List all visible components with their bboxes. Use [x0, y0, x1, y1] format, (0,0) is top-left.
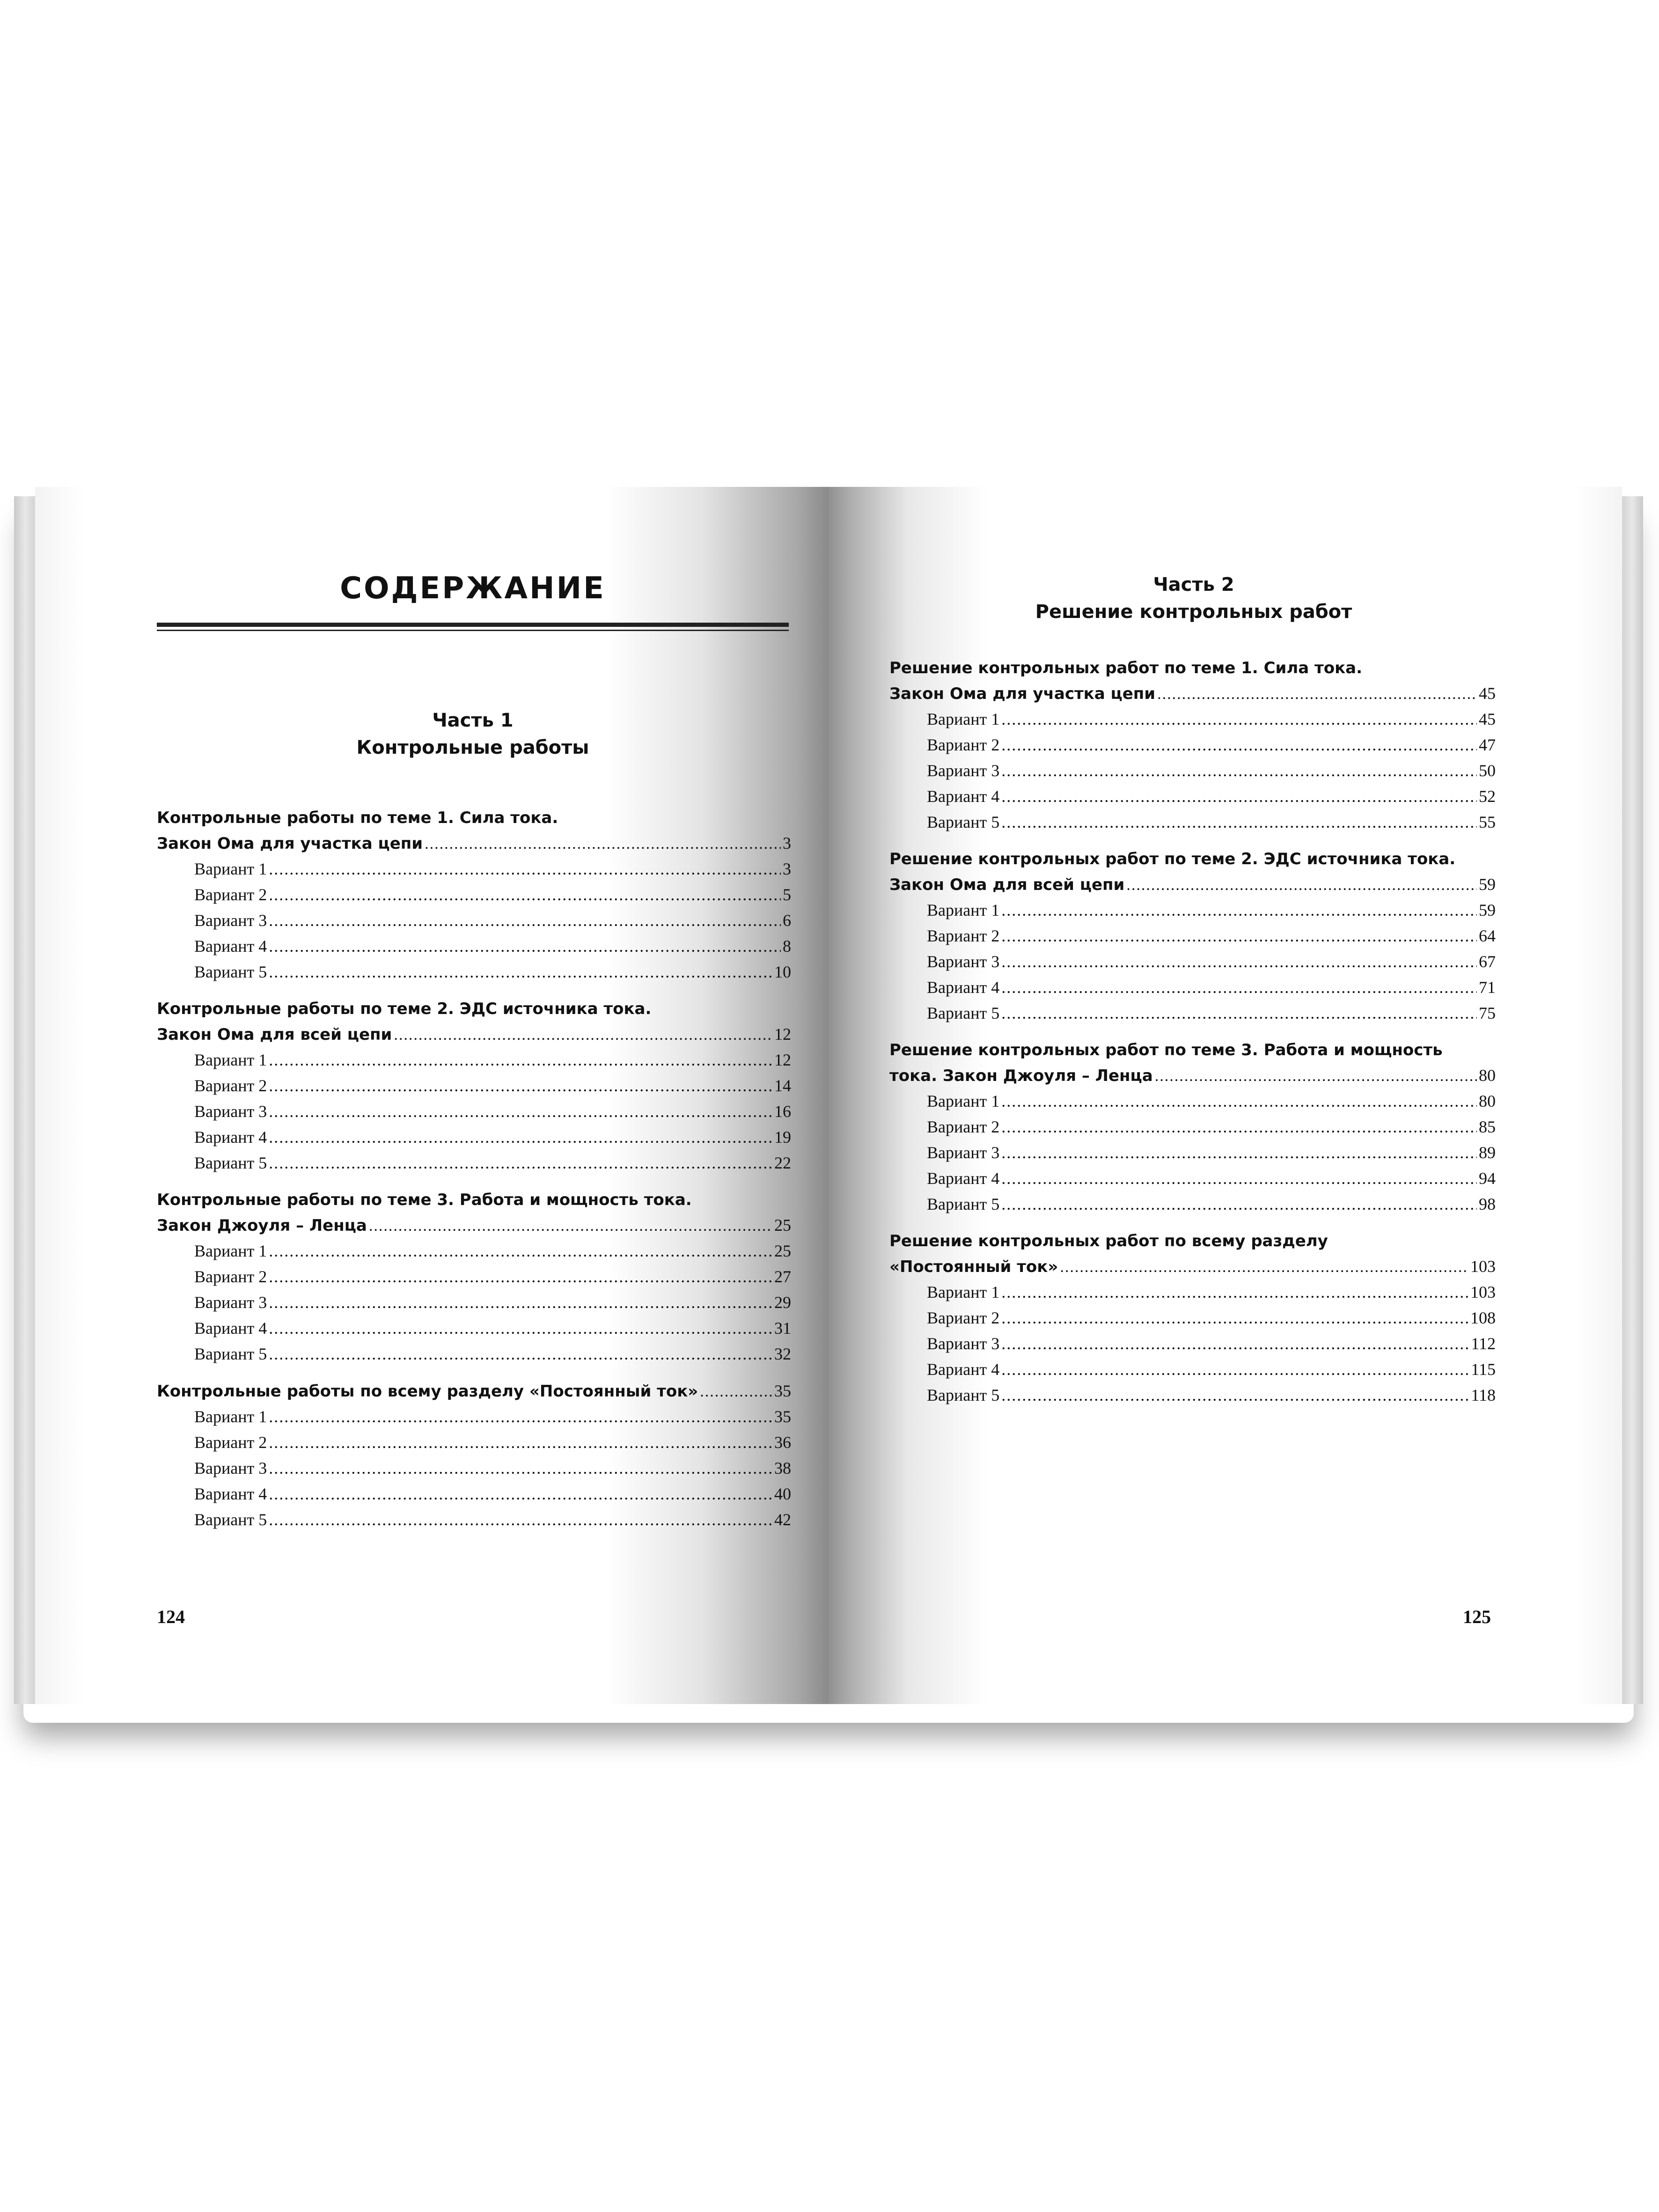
toc-variant-entry: [157, 1430, 791, 1455]
toc-page-number: 59: [1479, 901, 1496, 919]
toc-variant-entry: [889, 1166, 1496, 1191]
dot-leader: [269, 1238, 772, 1264]
toc-variant-label: Вариант 2: [927, 1308, 1000, 1327]
toc-variant-entry: [157, 1481, 791, 1507]
toc-page-number: 45: [1479, 710, 1496, 728]
part-2-title: Решение контрольных работ: [1035, 601, 1352, 623]
toc-variant-entry: [157, 1455, 791, 1481]
toc-variant-label: Вариант 5: [927, 1386, 1000, 1404]
toc-variant-entry: [157, 1047, 791, 1073]
toc-variant-entry: [157, 856, 791, 882]
toc-variant-entry: [889, 975, 1496, 1000]
toc-variant-label: Вариант 4: [927, 787, 1000, 806]
toc-section-entry: [157, 1378, 791, 1404]
toc-variant-label: Вариант 3: [194, 911, 267, 930]
toc-variant-label: Вариант 5: [927, 813, 1000, 831]
toc-section-title: Контрольные работы по теме 1. Сила тока.: [157, 808, 558, 827]
toc-page-number: 14: [774, 1076, 791, 1095]
dot-leader: [1001, 1000, 1477, 1026]
toc-page-number: 112: [1471, 1334, 1496, 1353]
toc-page-number: 19: [774, 1128, 791, 1146]
toc-section: [157, 1187, 791, 1367]
toc-variant-label: Вариант 4: [194, 937, 267, 955]
toc-section: [889, 1037, 1496, 1217]
toc-entry-label: Контрольные работы по всему разделу «Постоянный ток»: [157, 1382, 698, 1401]
dot-leader: [425, 831, 781, 857]
toc-page-number: 59: [1479, 875, 1496, 894]
toc-section-title: Решение контрольных работ по теме 2. ЭДС источника тока.: [889, 850, 1456, 868]
toc-variant-entry: [889, 1088, 1496, 1114]
toc-entry-label: Закон Джоуля – Ленца: [157, 1216, 367, 1235]
dot-leader: [1001, 1331, 1469, 1357]
toc-variant-entry: [157, 933, 791, 959]
toc-variant-entry: [157, 1150, 791, 1176]
toc-variant-entry: [889, 1382, 1496, 1408]
dot-leader: [269, 1290, 772, 1315]
toc-section-title: Решение контрольных работ по теме 1. Сила тока.: [889, 659, 1363, 677]
open-book: [14, 487, 1643, 1732]
toc-section-entry: [157, 1213, 791, 1238]
toc-page-number: 80: [1479, 1066, 1496, 1085]
toc-variant-label: Вариант 3: [194, 1102, 267, 1121]
dot-leader: [1126, 872, 1477, 898]
toc-variant-label: Вариант 4: [194, 1484, 267, 1503]
toc-section: [157, 805, 791, 985]
toc-page-number: 38: [774, 1459, 791, 1477]
dot-leader: [1001, 784, 1477, 809]
dot-leader: [1001, 1357, 1469, 1382]
toc-variant-label: Вариант 5: [927, 1004, 1000, 1022]
toc-page-number: 12: [774, 1025, 791, 1044]
toc-entry-label: Закон Ома для всей цепи: [889, 875, 1125, 894]
toc-variant-entry: [157, 959, 791, 985]
toc-entry-label: Закон Ома для участка цепи: [157, 834, 423, 853]
toc-section: [157, 996, 791, 1176]
toc-variant-entry: [157, 1404, 791, 1430]
toc-section-title: Решение контрольных работ по теме 3. Работа и мощность: [889, 1041, 1443, 1059]
toc-variant-label: Вариант 4: [927, 1360, 1000, 1379]
toc-variant-label: Вариант 2: [194, 885, 267, 904]
toc-variant-label: Вариант 2: [194, 1076, 267, 1095]
toc-page-number: 3: [783, 860, 791, 878]
dot-leader: [1001, 732, 1477, 758]
toc-variant-label: Вариант 3: [927, 1334, 1000, 1353]
dot-leader: [700, 1379, 772, 1404]
dot-leader: [1001, 1191, 1477, 1217]
toc-page-number: 22: [774, 1154, 791, 1172]
toc-section-title: Решение контрольных работ по всему разделу: [889, 1232, 1328, 1250]
toc-page-number: 3: [783, 834, 791, 852]
dot-leader: [269, 1073, 772, 1099]
toc-variant-entry: [889, 1000, 1496, 1026]
toc-page-number: 42: [774, 1510, 791, 1529]
toc-page-number: 47: [1479, 735, 1496, 754]
dot-leader: [1001, 1140, 1477, 1166]
toc-section: [157, 1378, 791, 1533]
toc-page-number: 115: [1471, 1360, 1496, 1379]
toc-variant-entry: [889, 1191, 1496, 1217]
left-page: [35, 487, 829, 1704]
dot-leader: [269, 1430, 772, 1455]
toc-section: [889, 846, 1496, 1026]
toc-variant-label: Вариант 4: [194, 1319, 267, 1337]
toc-variant-label: Вариант 5: [194, 1345, 267, 1363]
part-1-number: Часть 1: [432, 710, 514, 731]
toc-page-number: 55: [1479, 813, 1496, 831]
toc-page-number: 85: [1479, 1117, 1496, 1136]
toc-entry-label: «Постоянный ток»: [889, 1257, 1058, 1276]
toc-page-number: 40: [774, 1484, 791, 1503]
toc-variant-label: Вариант 1: [927, 710, 1000, 728]
toc-variant-label: Вариант 3: [927, 761, 1000, 780]
title-rule-thick: [157, 623, 789, 627]
toc-variant-entry: [889, 949, 1496, 975]
dot-leader: [369, 1213, 772, 1239]
toc-page-number: 5: [783, 885, 791, 904]
toc-page-number: 50: [1479, 761, 1496, 780]
toc-page-number: 52: [1479, 787, 1496, 806]
dot-leader: [1001, 897, 1477, 923]
part-1-heading: [157, 707, 789, 761]
toc-page-number: 103: [1470, 1283, 1496, 1301]
toc-page-number: 75: [1479, 1004, 1496, 1022]
page-number-left: 124: [157, 1606, 185, 1627]
toc-section-entry: [889, 1063, 1496, 1088]
dot-leader: [1001, 975, 1477, 1000]
toc-variant-entry: [889, 1357, 1496, 1382]
toc-page-number: 118: [1471, 1386, 1496, 1404]
page-number-right: 125: [1463, 1606, 1491, 1627]
dot-leader: [269, 1099, 772, 1124]
toc-section-title: Контрольные работы по теме 3. Работа и мощность тока.: [157, 1191, 692, 1209]
toc-variant-label: Вариант 1: [194, 1242, 267, 1260]
toc-variant-label: Вариант 2: [927, 926, 1000, 945]
toc-variant-label: Вариант 1: [927, 1092, 1000, 1110]
right-page: [829, 487, 1622, 1704]
dot-leader: [269, 882, 781, 908]
toc-page-number: 98: [1479, 1195, 1496, 1213]
toc-variant-entry: [889, 1305, 1496, 1331]
toc-variant-entry: [889, 1140, 1496, 1166]
toc-variant-entry: [157, 882, 791, 908]
toc-page-number: 80: [1479, 1092, 1496, 1110]
toc-page-number: 64: [1479, 926, 1496, 945]
toc-variant-label: Вариант 4: [927, 978, 1000, 997]
toc-section-entry: [157, 1021, 791, 1047]
toc-page-number: 31: [774, 1319, 791, 1337]
dot-leader: [1001, 1279, 1468, 1305]
toc-page-number: 103: [1470, 1257, 1496, 1276]
toc-variant-entry: [157, 1264, 791, 1290]
dot-leader: [1001, 1305, 1468, 1331]
toc-section: [889, 655, 1496, 835]
toc-page-number: 32: [774, 1345, 791, 1363]
toc-page-number: 25: [774, 1216, 791, 1235]
toc-variant-entry: [889, 758, 1496, 784]
dot-leader: [1001, 758, 1477, 784]
toc-variant-entry: [889, 1114, 1496, 1140]
toc-variant-entry: [889, 897, 1496, 923]
toc-page-number: 27: [774, 1267, 791, 1286]
toc-variant-label: Вариант 5: [927, 1195, 1000, 1213]
toc-page-number: 10: [774, 963, 791, 981]
title-double-rule: [157, 623, 789, 633]
toc-variant-entry: [157, 1238, 791, 1264]
toc-page-number: 36: [774, 1433, 791, 1452]
toc-variant-label: Вариант 2: [927, 735, 1000, 754]
dot-leader: [1001, 706, 1477, 732]
dot-leader: [269, 856, 781, 882]
dot-leader: [269, 908, 781, 933]
toc-part-1: [157, 805, 791, 1544]
toc-page-number: 67: [1479, 952, 1496, 971]
toc-variant-label: Вариант 4: [194, 1128, 267, 1146]
dot-leader: [1001, 809, 1477, 835]
dot-leader: [1157, 681, 1477, 707]
toc-variant-entry: [157, 1099, 791, 1124]
part-2-number: Часть 2: [1153, 574, 1234, 595]
toc-entry-label: Закон Ома для всей цепи: [157, 1025, 392, 1044]
toc-section-entry: [889, 872, 1496, 897]
dot-leader: [269, 1150, 772, 1176]
dot-leader: [1001, 923, 1477, 949]
title-rule-thin: [157, 630, 789, 631]
toc-variant-entry: [889, 784, 1496, 809]
toc-page-number: 89: [1479, 1143, 1496, 1162]
toc-variant-entry: [889, 1279, 1496, 1305]
dot-leader: [269, 933, 781, 959]
toc-variant-label: Вариант 1: [194, 1051, 267, 1069]
dot-leader: [1001, 1382, 1469, 1408]
dot-leader: [269, 1124, 772, 1150]
toc-page-number: 29: [774, 1293, 791, 1312]
toc-page-number: 25: [774, 1242, 791, 1260]
toc-variant-entry: [889, 923, 1496, 949]
dot-leader: [269, 1507, 772, 1533]
toc-variant-entry: [157, 1315, 791, 1341]
toc-variant-label: Вариант 1: [927, 901, 1000, 919]
toc-section-title: Контрольные работы по теме 2. ЭДС источника тока.: [157, 999, 652, 1018]
dot-leader: [1001, 1114, 1477, 1140]
dot-leader: [1001, 1088, 1477, 1114]
dot-leader: [1001, 949, 1477, 975]
toc-variant-label: Вариант 1: [927, 1283, 1000, 1301]
toc-entry-label: Закон Ома для участка цепи: [889, 684, 1156, 703]
toc-variant-entry: [889, 1331, 1496, 1357]
dot-leader: [269, 1341, 772, 1367]
toc-variant-label: Вариант 3: [927, 952, 1000, 971]
toc-page-number: 35: [774, 1407, 791, 1426]
toc-section: [889, 1228, 1496, 1408]
toc-variant-label: Вариант 3: [194, 1293, 267, 1312]
part-1-title: Контрольные работы: [356, 737, 589, 758]
toc-section-entry: [889, 1254, 1496, 1279]
toc-variant-entry: [889, 706, 1496, 732]
dot-leader: [269, 1455, 772, 1481]
toc-variant-label: Вариант 1: [194, 1407, 267, 1426]
dot-leader: [394, 1022, 772, 1048]
toc-section-entry: [889, 681, 1496, 706]
dot-leader: [269, 1481, 772, 1507]
dot-leader: [269, 1404, 772, 1430]
toc-variant-entry: [157, 908, 791, 933]
dot-leader: [1001, 1166, 1477, 1191]
toc-variant-entry: [157, 1507, 791, 1533]
toc-page-number: 8: [783, 937, 791, 955]
dot-leader: [269, 1047, 772, 1073]
toc-variant-label: Вариант 2: [194, 1267, 267, 1286]
dot-leader: [269, 1315, 772, 1341]
toc-variant-label: Вариант 1: [194, 860, 267, 878]
dot-leader: [269, 1264, 772, 1290]
toc-page-number: 6: [783, 911, 791, 930]
toc-section-entry: [157, 830, 791, 856]
toc-page-number: 71: [1479, 978, 1496, 997]
toc-variant-label: Вариант 5: [194, 1154, 267, 1172]
toc-variant-label: Вариант 5: [194, 963, 267, 981]
toc-page-number: 35: [774, 1382, 791, 1400]
toc-variant-entry: [889, 732, 1496, 758]
toc-entry-label: тока. Закон Джоуля – Ленца: [889, 1066, 1153, 1085]
toc-variant-entry: [157, 1341, 791, 1367]
dot-leader: [269, 959, 772, 985]
toc-page-number: 108: [1470, 1308, 1496, 1327]
toc-page-number: 94: [1479, 1169, 1496, 1188]
toc-page-number: 45: [1479, 684, 1496, 703]
toc-part-2: [889, 655, 1496, 1419]
contents-title: СОДЕРЖАНИЕ: [340, 571, 606, 606]
toc-variant-label: Вариант 2: [927, 1117, 1000, 1136]
toc-variant-label: Вариант 5: [194, 1510, 267, 1529]
dot-leader: [1155, 1063, 1477, 1089]
toc-variant-label: Вариант 3: [927, 1143, 1000, 1162]
toc-variant-entry: [157, 1290, 791, 1315]
toc-page-number: 16: [774, 1102, 791, 1121]
toc-page-number: 12: [774, 1051, 791, 1069]
toc-variant-entry: [157, 1073, 791, 1099]
toc-variant-entry: [157, 1124, 791, 1150]
dot-leader: [1060, 1254, 1468, 1280]
part-2-heading: [889, 571, 1498, 625]
toc-variant-entry: [889, 809, 1496, 835]
toc-variant-label: Вариант 4: [927, 1169, 1000, 1188]
toc-variant-label: Вариант 3: [194, 1459, 267, 1477]
toc-variant-label: Вариант 2: [194, 1433, 267, 1452]
